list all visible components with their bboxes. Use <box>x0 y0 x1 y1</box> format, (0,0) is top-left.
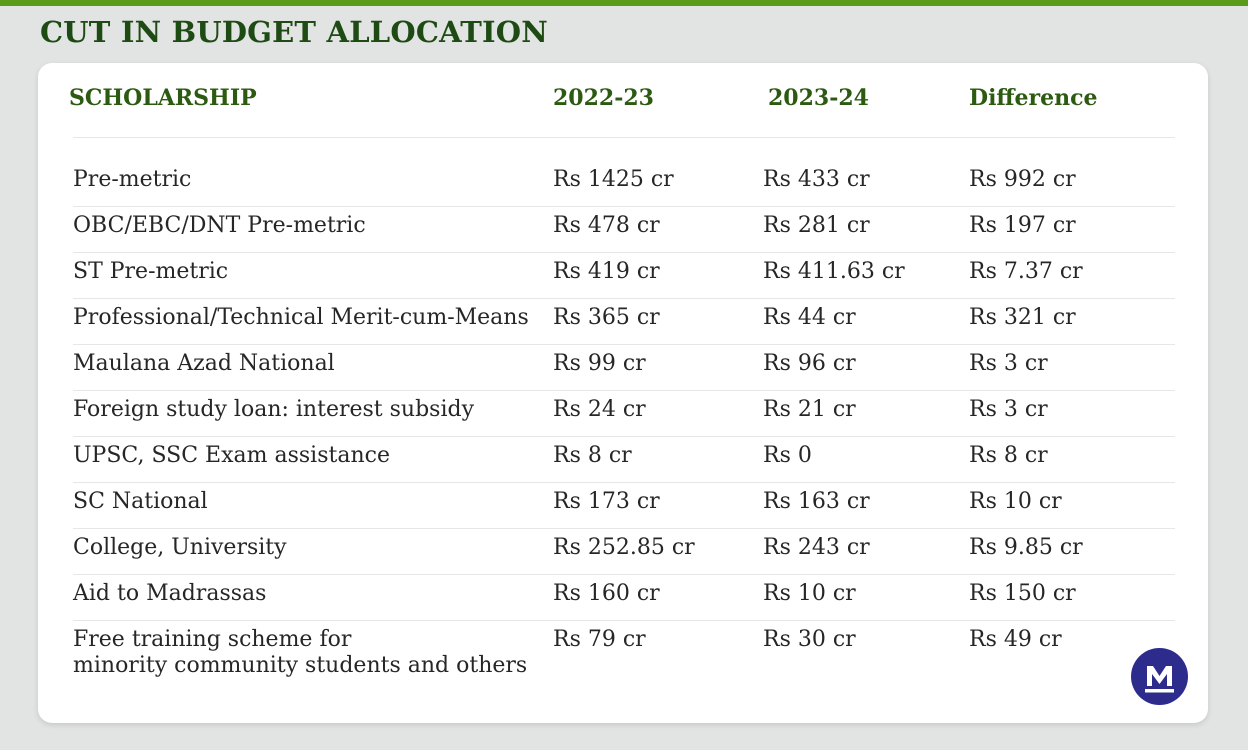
fy2023-24-cell: Rs 10 cr <box>763 581 856 606</box>
fy2023-24-cell: Rs 96 cr <box>763 351 856 376</box>
fy2023-24-cell: Rs 30 cr <box>763 627 856 652</box>
fy2022-23-cell: Rs 365 cr <box>553 305 660 330</box>
fy2022-23-cell: Rs 478 cr <box>553 213 660 238</box>
header-divider <box>73 137 1175 138</box>
fy2022-23-cell: Rs 252.85 cr <box>553 535 695 560</box>
fy2023-24-cell: Rs 281 cr <box>763 213 870 238</box>
m-logo-icon <box>1131 648 1188 705</box>
fy2023-24-cell: Rs 21 cr <box>763 397 856 422</box>
scholarship-cell: OBC/EBC/DNT Pre-metric <box>73 213 366 238</box>
fy2022-23-cell: Rs 173 cr <box>553 489 660 514</box>
scholarship-cell: Aid to Madrassas <box>73 581 267 606</box>
scholarship-cell: ST Pre-metric <box>73 259 229 284</box>
fy2022-23-cell: Rs 8 cr <box>553 443 632 468</box>
scholarship-cell: Foreign study loan: interest subsidy <box>73 397 475 422</box>
budget-table-card <box>38 63 1208 723</box>
fy2023-24-cell: Rs 0 <box>763 443 812 468</box>
fy2023-24-cell: Rs 163 cr <box>763 489 870 514</box>
fy2022-23-cell: Rs 99 cr <box>553 351 646 376</box>
difference-cell: Rs 9.85 cr <box>969 535 1083 560</box>
difference-cell: Rs 8 cr <box>969 443 1048 468</box>
table-row <box>73 621 1175 683</box>
table-row <box>73 529 1175 575</box>
fy2022-23-cell: Rs 160 cr <box>553 581 660 606</box>
scholarship-cell: SC National <box>73 489 208 514</box>
table-row <box>73 483 1175 529</box>
column-header-2023-24: 2023-24 <box>768 85 869 111</box>
table-row <box>73 391 1175 437</box>
fy2022-23-cell: Rs 79 cr <box>553 627 646 652</box>
table-row <box>73 207 1175 253</box>
scholarship-cell: Pre-metric <box>73 167 192 192</box>
difference-cell: Rs 3 cr <box>969 397 1048 422</box>
scholarship-cell: College, University <box>73 535 287 560</box>
difference-cell: Rs 150 cr <box>969 581 1076 606</box>
column-header-difference: Difference <box>969 85 1098 111</box>
table-row <box>73 437 1175 483</box>
difference-cell: Rs 7.37 cr <box>969 259 1083 284</box>
fy2022-23-cell: Rs 1425 cr <box>553 167 674 192</box>
table-row <box>73 299 1175 345</box>
difference-cell: Rs 992 cr <box>969 167 1076 192</box>
accent-bar <box>0 0 1248 6</box>
difference-cell: Rs 3 cr <box>969 351 1048 376</box>
fy2023-24-cell: Rs 44 cr <box>763 305 856 330</box>
fy2022-23-cell: Rs 419 cr <box>553 259 660 284</box>
page-title: CUT IN BUDGET ALLOCATION <box>40 15 548 49</box>
difference-cell: Rs 10 cr <box>969 489 1062 514</box>
table-row <box>73 575 1175 621</box>
table-row <box>73 253 1175 299</box>
scholarship-cell: Maulana Azad National <box>73 351 335 376</box>
fy2023-24-cell: Rs 411.63 cr <box>763 259 905 284</box>
table-body <box>73 161 1175 683</box>
scholarship-cell: UPSC, SSC Exam assistance <box>73 443 390 468</box>
table-row <box>73 345 1175 391</box>
fy2022-23-cell: Rs 24 cr <box>553 397 646 422</box>
fy2023-24-cell: Rs 243 cr <box>763 535 870 560</box>
fy2023-24-cell: Rs 433 cr <box>763 167 870 192</box>
column-header-scholarship: SCHOLARSHIP <box>69 85 257 111</box>
scholarship-cell: Free training scheme for minority community students and others <box>73 627 528 678</box>
table-row <box>73 161 1175 207</box>
difference-cell: Rs 197 cr <box>969 213 1076 238</box>
column-header-2022-23: 2022-23 <box>553 85 654 111</box>
difference-cell: Rs 49 cr <box>969 627 1062 652</box>
scholarship-cell: Professional/Technical Merit-cum-Means <box>73 305 529 330</box>
difference-cell: Rs 321 cr <box>969 305 1076 330</box>
